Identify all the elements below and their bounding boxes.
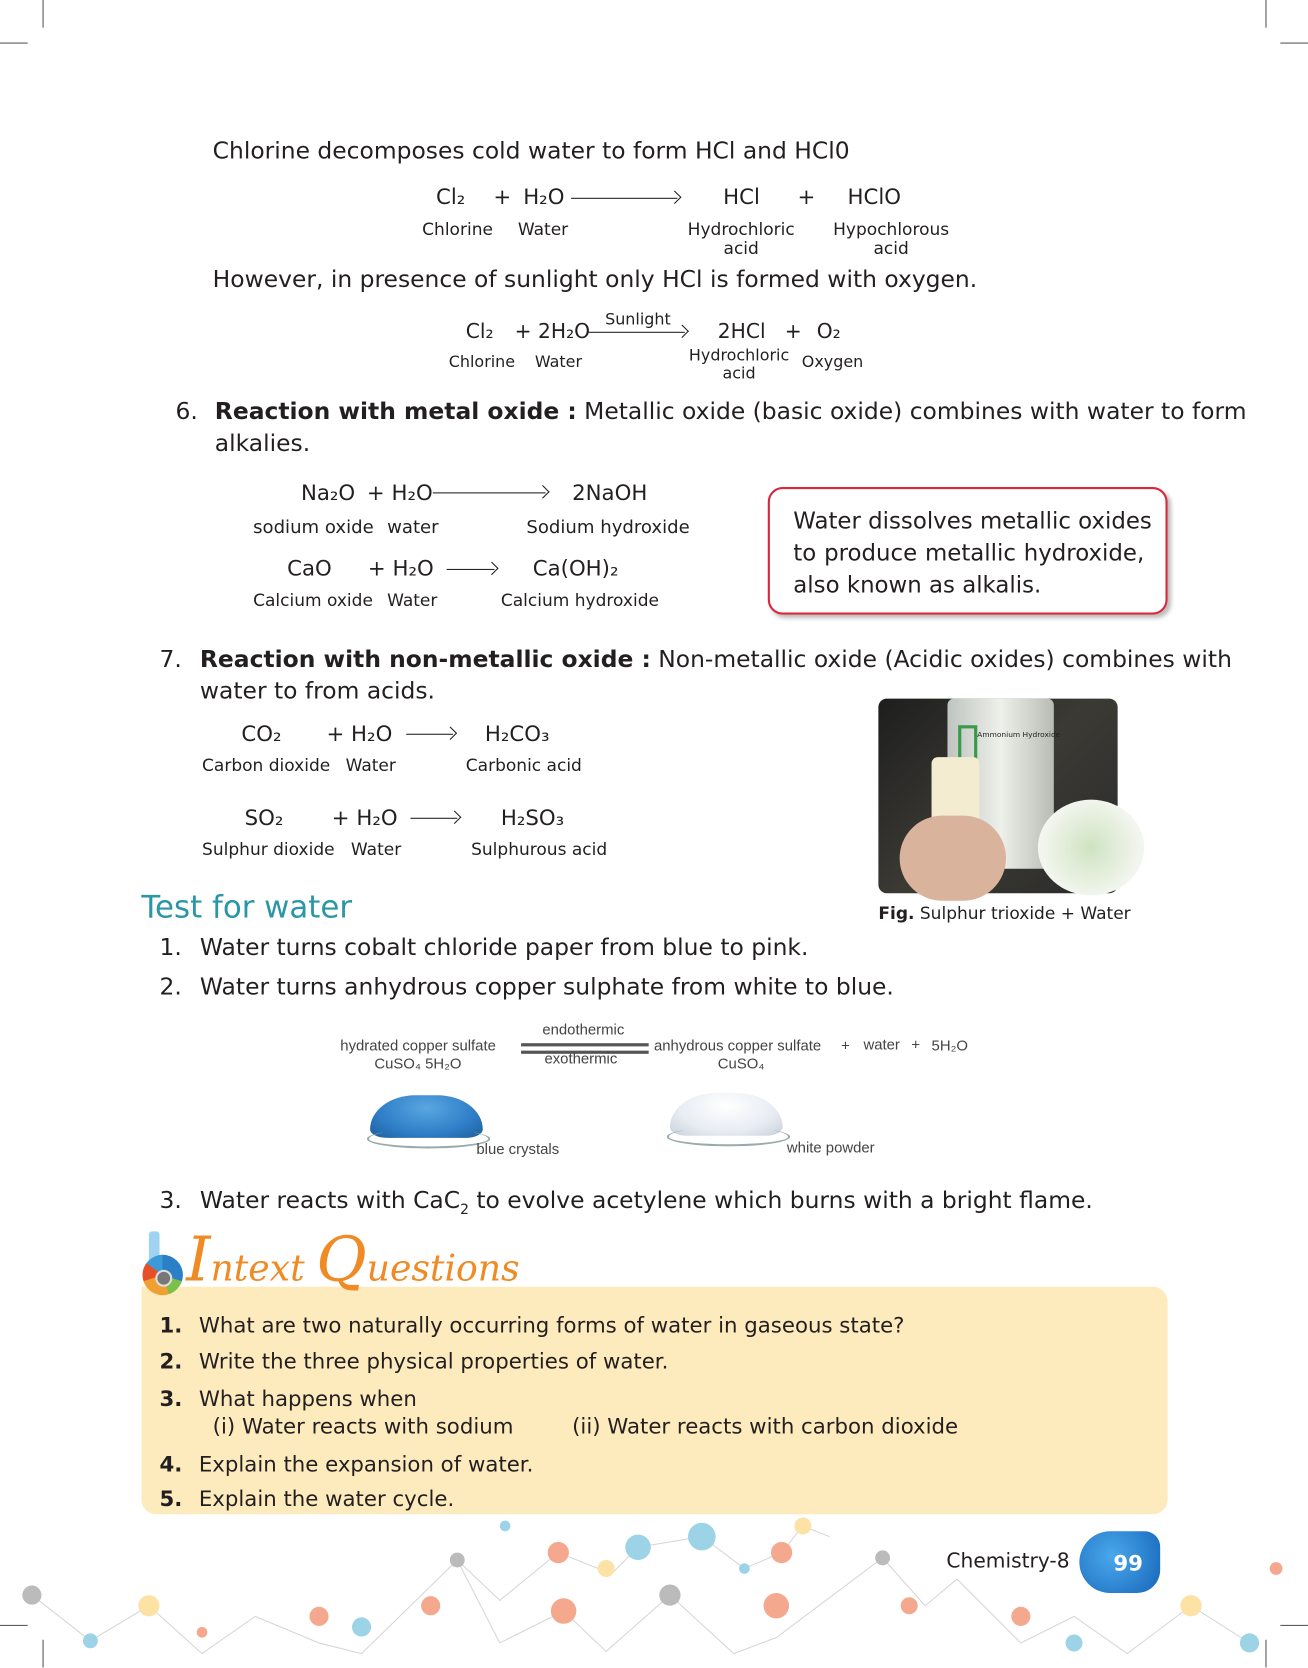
label: Water [387,590,438,611]
label: Water [517,219,569,240]
question-number: 1. [159,1312,183,1338]
label: Calcium oxide [253,590,373,611]
bowl-image [1038,800,1144,896]
label: Chlorine [422,219,493,240]
reactant: + H₂O [367,555,434,581]
question-number: 3. [159,1385,183,1412]
intext-questions-title [186,1223,520,1295]
label: water [387,516,439,539]
item-text [199,646,1232,674]
label: Chlorine [448,351,516,372]
label: Hydrochloric [688,345,790,365]
plus: + [493,183,512,210]
subscript: 2 [460,1202,469,1219]
item-text [214,398,1247,426]
reactant: Na₂O [300,479,356,506]
title-initial: Q [316,1222,367,1296]
item-text: alkalies. [214,430,311,458]
label: Water [534,351,583,372]
item-number: 1. [159,934,182,962]
product: O₂ [816,320,841,344]
label: Sulphur dioxide [202,839,335,860]
item-title: Reaction with metal oxide : [214,398,577,426]
plus: + [784,320,802,344]
label: Hypochlorous [833,219,950,240]
question-number: 2. [159,1348,183,1374]
item-body: Non-metallic oxide (Acidic oxides) combines with [650,646,1232,674]
figure-caption [878,903,1130,923]
reactant: CO₂ [241,720,282,747]
label: Sulphurous acid [471,839,608,860]
caption-text: Sulphur trioxide + Water [914,902,1131,924]
product: Ca(OH)₂ [532,555,619,581]
product: HCl [723,183,760,210]
formula: CuSO₄ [717,1054,765,1072]
product: 2HCl [717,320,766,344]
arrow-icon [587,332,685,333]
condition: Sunlight [605,309,671,329]
label: anhydrous copper sulfate [653,1036,822,1054]
intro-text: Chlorine decomposes cold water to form HCl and HCl0 [212,138,850,165]
item-title: Reaction with non-metallic oxide : [199,646,651,674]
hand-image [900,816,1006,901]
intro-text: However, in presence of sunlight only HCl is formed with oxygen. [212,266,978,294]
label: Sodium hydroxide [526,516,690,539]
atom [22,1586,41,1605]
label: Oxygen [801,351,864,372]
reactant: SO₂ [244,804,284,831]
label: acid [873,238,909,259]
dish-icon [667,1127,790,1146]
crop-mark [1280,43,1308,44]
formula: CuSO₄ 5H₂O [374,1054,462,1072]
item-number: 2. [159,974,182,1001]
crop-mark [0,43,28,44]
label: Water [345,755,396,776]
formula: 5H₂O [931,1036,968,1054]
label: white powder [786,1138,875,1156]
label: endothermic [542,1020,625,1038]
note-line: also known as alkalis. [793,572,1042,599]
question-number: 4. [159,1451,183,1478]
plus: + [841,1036,850,1054]
caption-label: Fig. [878,902,915,924]
sulphur-trioxide-photo [878,699,1117,894]
reactant: CaO [287,555,332,581]
reactant: Cl₂ [435,183,466,210]
item-number: 3. [159,1187,182,1215]
label: sodium oxide [253,516,374,539]
section-heading: Test for water [141,889,353,926]
arrow-icon [433,492,546,493]
book-title: Chemistry-8 [946,1549,1070,1573]
arrow-icon [571,198,677,199]
crop-mark [43,0,44,28]
equilibrium-arrow-icon [521,1043,649,1046]
arrow-icon [406,734,453,735]
reactant: + H₂O [331,804,398,831]
product: H₂CO₃ [484,720,550,747]
flask-icon [142,1231,185,1295]
item-text: Water turns cobalt chloride paper from blue to pink. [199,934,809,962]
arrow-icon [447,569,495,570]
label: acid [723,238,759,259]
crop-mark [1265,0,1266,28]
page-number: 99 [1113,1550,1143,1576]
label: Carbonic acid [465,755,582,776]
reactant: H₂O [523,183,565,210]
label: hydrated copper sulfate [340,1036,496,1054]
title-part: uestions [366,1247,520,1290]
item-number: 7. [159,646,182,674]
item-body: Metallic oxide (basic oxide) combines with water to form [576,398,1247,426]
title-initial: I [186,1222,211,1296]
text: to evolve acetylene which burns with a bright flame. [468,1187,1093,1215]
reactant: Cl₂ [465,320,494,344]
reactant: + H₂O [326,720,393,747]
label: Carbon dioxide [202,755,331,776]
text: Water reacts with CaC [199,1187,461,1215]
label: exothermic [544,1049,618,1067]
question-text: What happens when [198,1385,417,1412]
label: blue crystals [476,1139,560,1157]
label: Calcium hydroxide [500,590,659,611]
item-text [199,1187,1093,1219]
question-number: 5. [159,1485,183,1512]
question-text: Write the three physical properties of water. [198,1348,669,1374]
question-text: What are two naturally occurring forms of water in gaseous state? [198,1312,905,1338]
question-subpart: (ii) Water reacts with carbon dioxide [572,1413,959,1439]
item-number: 6. [175,398,198,426]
plus: + [911,1035,921,1053]
title-part: ntext [210,1247,317,1290]
label: Hydrochloric [687,219,795,240]
note-line: Water dissolves metallic oxides [793,508,1152,535]
question-text: Explain the water cycle. [198,1485,455,1512]
product: 2NaOH [572,479,648,506]
label: water [863,1035,900,1053]
bottle-label: Ammonium Hydroxide [977,730,1061,740]
question-subpart: (i) Water reacts with sodium [212,1413,514,1439]
note-box [768,487,1168,615]
page-number-badge [1079,1531,1160,1593]
label: acid [722,363,756,383]
reactant: + H₂O [366,479,433,506]
reactant: + 2H₂O [514,320,591,344]
question-text: Explain the expansion of water. [198,1451,534,1478]
dish-icon [367,1129,490,1148]
arrow-icon [410,818,457,819]
plus: + [797,183,816,210]
item-text: water to from acids. [199,678,435,706]
label: Water [350,839,402,860]
item-text: Water turns anhydrous copper sulphate from white to blue. [199,974,894,1001]
note-line: to produce metallic hydroxide, [793,540,1145,567]
product: HClO [847,183,902,210]
product: H₂SO₃ [500,804,565,831]
